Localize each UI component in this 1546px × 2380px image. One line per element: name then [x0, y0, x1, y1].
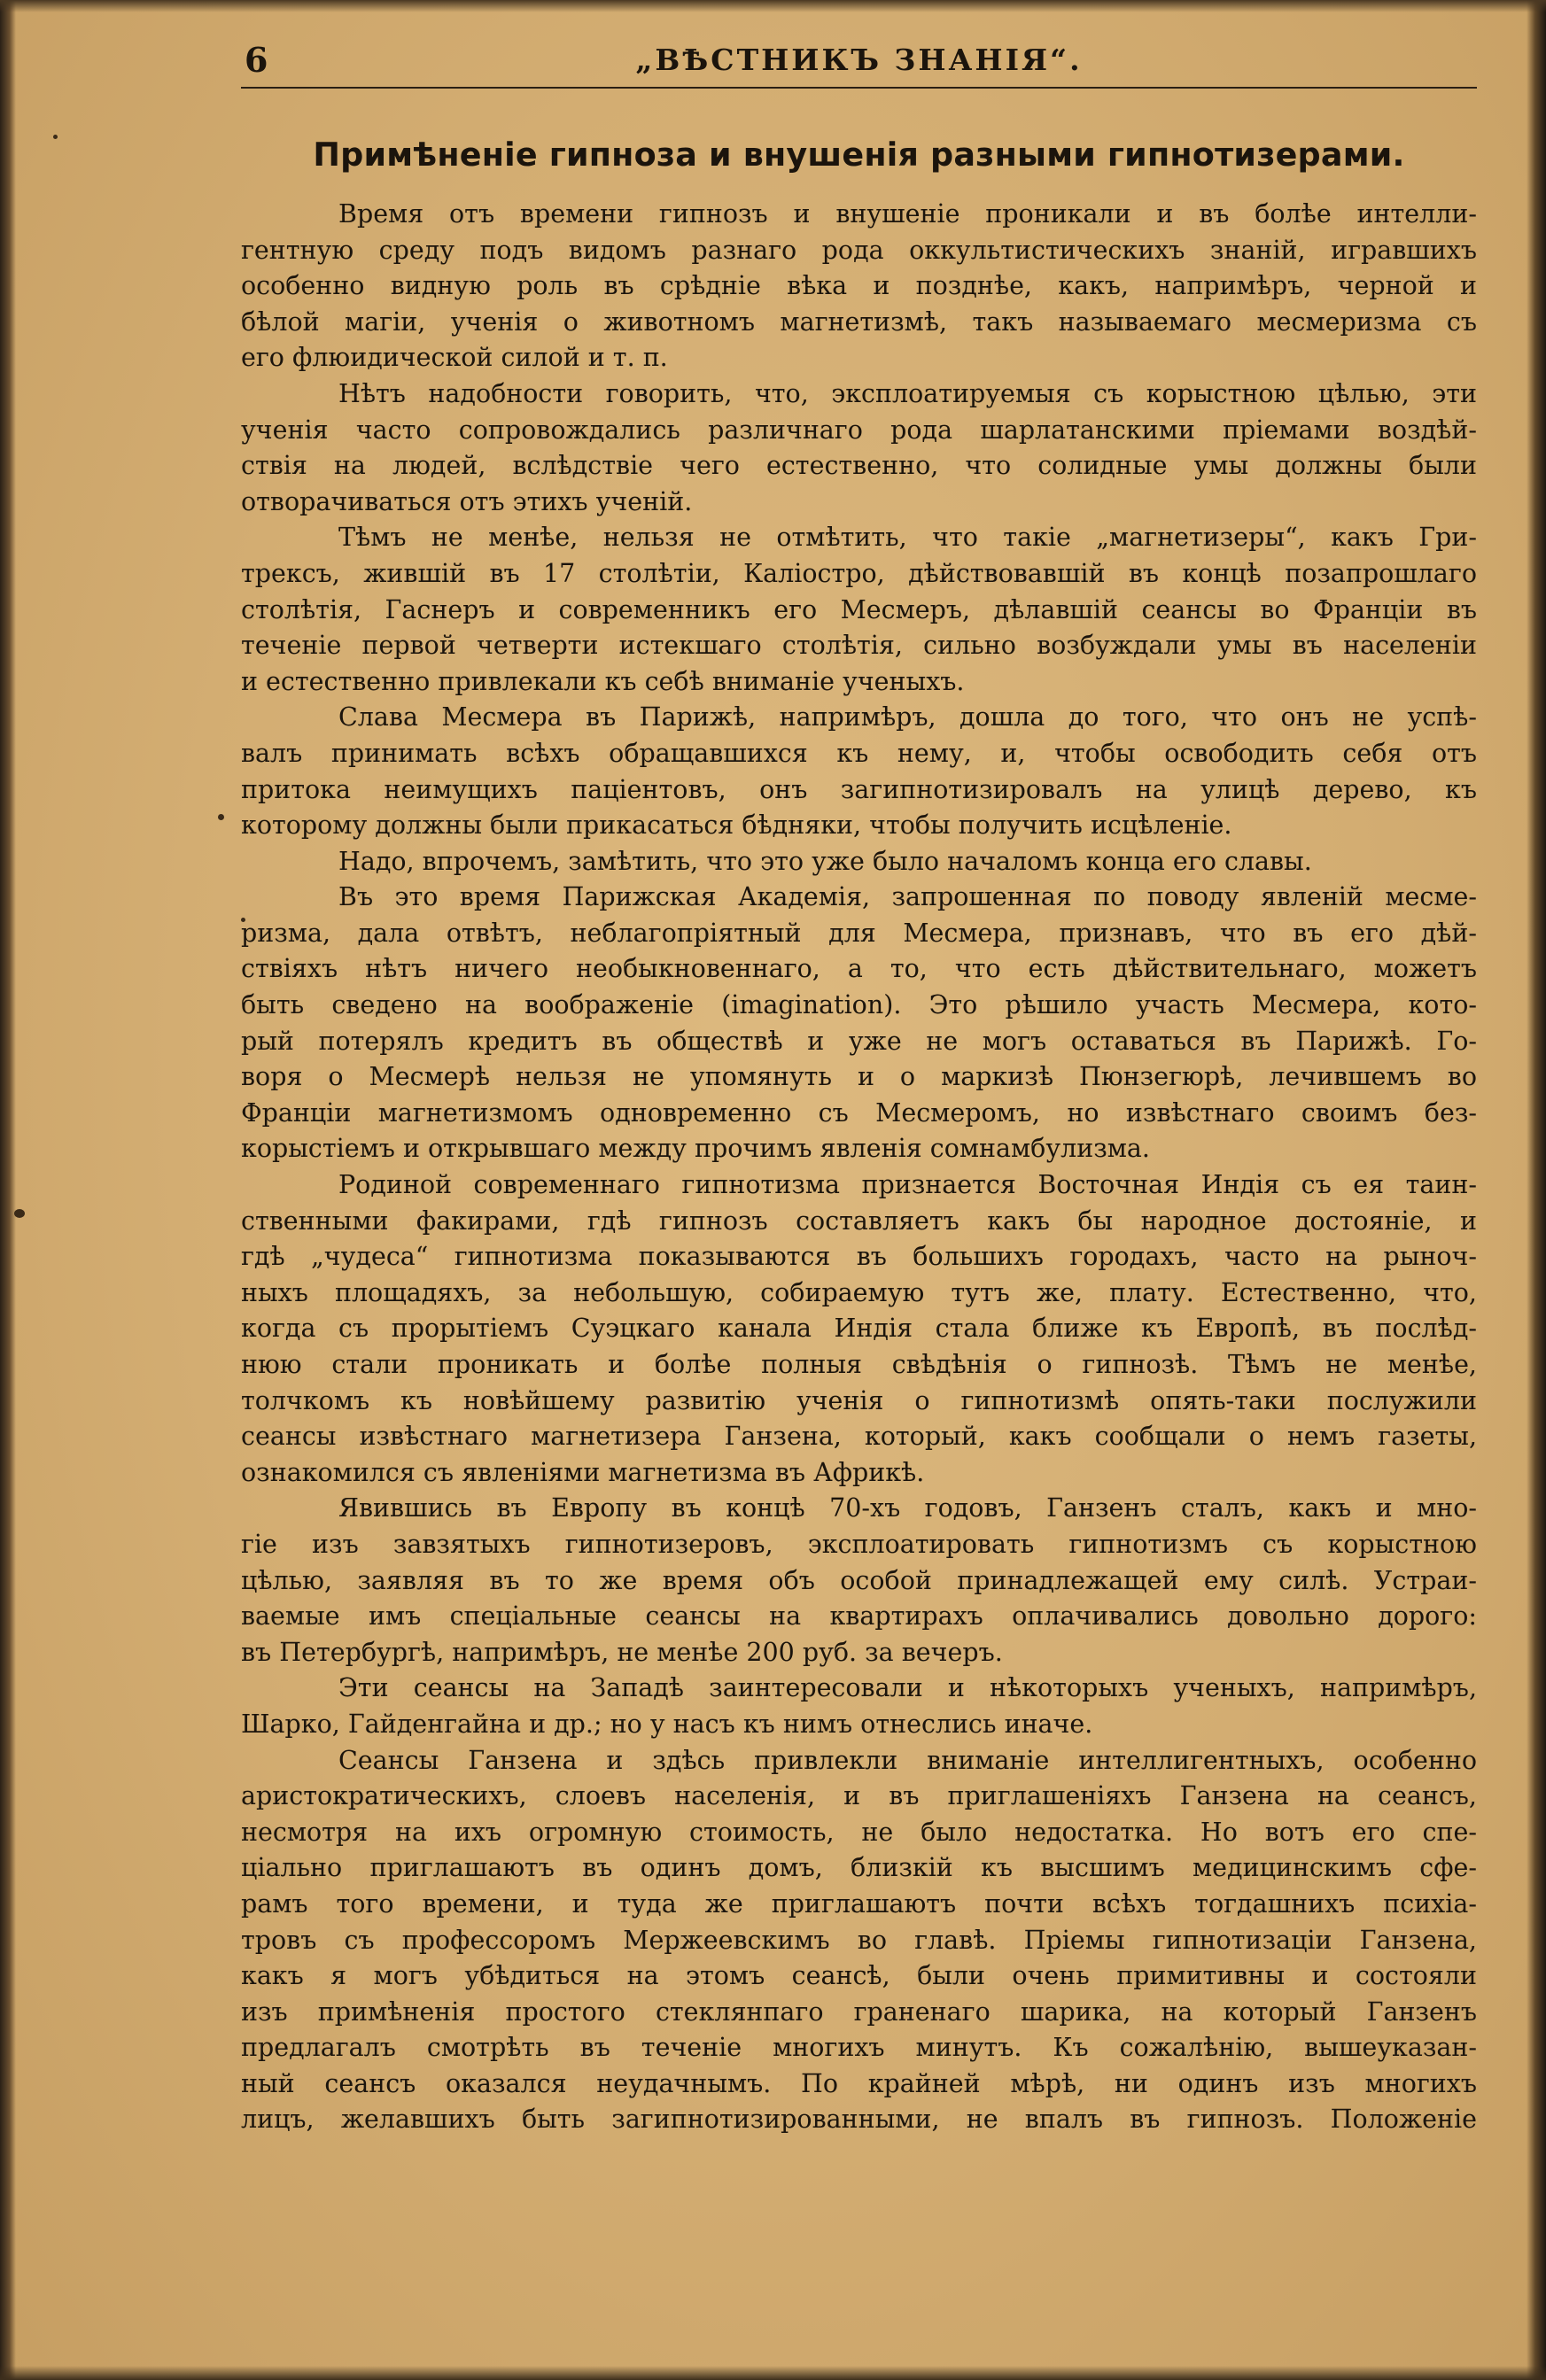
text-line: гдѣ „чудеса“ гипнотизма показываются въ большихъ городахъ, часто на рыноч- — [241, 1242, 1477, 1272]
text-line: ознакомился съ явленіями магнетизма въ Африкѣ. — [241, 1457, 925, 1487]
text-line: цѣлью, заявляя въ то же время объ особой принадлежащей ему силѣ. Устраи- — [241, 1565, 1477, 1595]
text-line: аристократическихъ, слоевъ населенія, и въ приглашеніяхъ Ганзена на сеансъ, — [241, 1781, 1477, 1811]
text-line: ныхъ площадяхъ, за небольшую, собираемую тутъ же, плату. Естественно, что, — [241, 1277, 1477, 1307]
text-line: Эти сеансы на Западѣ заинтересовали и нѣкоторыхъ ученыхъ, напримѣръ, — [338, 1673, 1477, 1703]
text-line: предлагалъ смотрѣть въ теченіе многихъ минутъ. Къ сожалѣнію, вышеуказан- — [241, 2033, 1477, 2063]
ink-speck — [14, 1209, 25, 1218]
text-line: Родиной современнаго гипнотизма признается Восточная Индія съ ея таин- — [338, 1170, 1477, 1200]
page-edge-bottom — [0, 2366, 1546, 2380]
text-line: корыстіемъ и открывшаго между прочимъ явленія сомнамбулизма. — [241, 1134, 1150, 1164]
running-head — [241, 35, 1477, 89]
text-line: воря о Месмерѣ нельзя не упомянуть и о маркизѣ Пюнзегюрѣ, лечившемъ во — [241, 1062, 1477, 1092]
text-line: бѣлой магіи, ученія о животномъ магнетизмѣ, такъ называемаго месмеризма съ — [241, 306, 1477, 337]
text-line: которому должны были прикасаться бѣдняки, чтобы получить исцѣленіе. — [241, 810, 1232, 841]
text-line: гіе изъ завзятыхъ гипнотизеровъ, эксплоатировать гипнотизмъ съ корыстною — [241, 1529, 1477, 1559]
text-line: гентную среду подъ видомъ разнаго рода оккультистическихъ знаній, игравшихъ — [241, 235, 1477, 265]
text-line: когда съ прорытіемъ Суэцкаго канала Индія стала ближе къ Европѣ, въ послѣд- — [241, 1314, 1477, 1344]
text-line: столѣтія, Гаснеръ и современникъ его Месмеръ, дѣлавшій сеансы во Франціи въ — [241, 594, 1477, 624]
text-line: лицъ, желавшихъ быть загипнотизированными, не впалъ въ гипнозъ. Положеніе — [241, 2105, 1477, 2135]
text-line: Нѣтъ надобности говорить, что, эксплоатируемыя съ корыстною цѣлью, эти — [338, 378, 1477, 408]
page-edge-left — [0, 0, 16, 2380]
text-line: Тѣмъ не менѣе, нельзя не отмѣтить, что такіе „магнетизеры“, какъ Гри- — [338, 523, 1477, 553]
text-line: Явившись въ Европу въ концѣ 70-хъ годовъ, Ганзенъ сталъ, какъ и мно- — [338, 1493, 1477, 1523]
text-line: быть сведено на воображеніе (imagination). Это рѣшило участь Месмера, кото- — [241, 990, 1477, 1020]
text-line: рамъ того времени, и туда же приглашаютъ почти всѣхъ тогдашнихъ психіа- — [241, 1888, 1477, 1919]
text-line: въ Петербургѣ, напримѣръ, не менѣе 200 руб. за вечеръ. — [241, 1637, 1003, 1667]
text-line: ризма, дала отвѣтъ, неблагопріятный для Месмера, признавъ, что въ его дѣй- — [241, 918, 1477, 948]
text-line: ный сеансъ оказался неудачнымъ. По крайней мѣрѣ, ни одинъ изъ многихъ — [241, 2068, 1477, 2098]
text-line: Сеансы Ганзена и здѣсь привлекли вниманіе интеллигентныхъ, особенно — [338, 1745, 1477, 1775]
page-edge-right — [1527, 0, 1546, 2380]
text-line: изъ примѣненія простого стеклянпаго граненаго шарика, на который Ганзенъ — [241, 1996, 1477, 2027]
text-line: трексъ, жившій въ 17 столѣтіи, Каліостро, дѣйствовавшій въ концѣ позапрошлаго — [241, 558, 1477, 588]
text-line: ственными факирами, гдѣ гипнозъ составляетъ какъ бы народное достояніе, и — [241, 1206, 1477, 1236]
text-line: какъ я могъ убѣдиться на этомъ сеансѣ, были очень примитивны и состояли — [241, 1961, 1477, 1991]
text-line: его флюидической силой и т. п. — [241, 343, 668, 373]
text-line: ствіяхъ нѣтъ ничего необыкновеннаго, а то, что есть дѣйствительнаго, можетъ — [241, 954, 1477, 984]
text-line: Время отъ времени гипнозъ и внушеніе проникали и въ болѣе интелли- — [338, 199, 1477, 229]
text-line: ціально приглашаютъ въ одинъ домъ, близкій къ высшимъ медицинскимъ сфе- — [241, 1853, 1477, 1883]
text-line: ваемые имъ спеціальные сеансы на квартирахъ оплачивались довольно дорого: — [241, 1601, 1477, 1632]
text-line: сеансы извѣстнаго магнетизера Ганзена, который, какъ сообщали о немъ газеты, — [241, 1422, 1477, 1452]
text-line: толчкомъ къ новѣйшему развитію ученія о гипнотизмѣ опять-таки послужили — [241, 1385, 1477, 1415]
text-line: Франціи магнетизмомъ одновременно съ Месмеромъ, но извѣстнаго своимъ без- — [241, 1097, 1477, 1128]
page-number: 6 — [245, 40, 268, 80]
text-line: отворачиваться отъ этихъ ученій. — [241, 486, 693, 516]
journal-title: „ВѢСТНИКЪ ЗНАНІЯ“. — [635, 43, 1083, 77]
text-line: нюю стали проникать и болѣе полныя свѣдѣнія о гипнозѣ. Тѣмъ не менѣе, — [241, 1350, 1477, 1379]
article-body — [241, 197, 1477, 2138]
text-line: Въ это время Парижская Академія, запрошенная по поводу явленій месме- — [338, 882, 1477, 912]
text-line: Надо, впрочемъ, замѣтить, что это уже было началомъ конца его славы. — [338, 846, 1312, 876]
text-line: рый потерялъ кредитъ въ обществѣ и уже не могъ оставаться въ Парижѣ. Го- — [241, 1026, 1477, 1056]
text-line: ствія на людей, вслѣдствіе чего естественно, что солидные умы должны были — [241, 451, 1477, 481]
text-line: теченіе первой четверти истекшаго столѣтія, сильно возбуждали умы въ населеніи — [241, 631, 1477, 661]
page-edge-top — [0, 0, 1546, 12]
ink-speck — [53, 135, 58, 139]
text-line: притока неимущихъ паціентовъ, онъ загипнотизировалъ на улицѣ дерево, къ — [241, 774, 1477, 804]
text-line: Шарко, Гайденгайна и др.; но у насъ къ нимъ отнеслись иначе. — [241, 1709, 1093, 1739]
text-line: и естественно привлекали къ себѣ вниманіе ученыхъ. — [241, 666, 965, 696]
text-line: несмотря на ихъ огромную стоимость, не было недостатка. Но вотъ его спе- — [241, 1817, 1477, 1847]
text-line: особенно видную роль въ срѣдніе вѣка и позднѣе, какъ, напримѣръ, черной и — [241, 271, 1477, 301]
text-line: ученія часто сопровождались различнаго рода шарлатанскими пріемами воздѣй- — [241, 415, 1477, 445]
text-line: Слава Месмера въ Парижѣ, напримѣръ, дошла до того, что онъ не успѣ- — [338, 702, 1477, 733]
text-line: тровъ съ профессоромъ Мержеевскимъ во главѣ. Пріемы гипнотизаціи Ганзена, — [241, 1925, 1477, 1955]
ink-speck — [218, 814, 224, 820]
text-line: валъ принимать всѣхъ обращавшихся къ нему, и, чтобы освободить себя отъ — [241, 738, 1477, 768]
article-title: Примѣненіе гипноза и внушенія разными гипнотизерами. — [313, 136, 1405, 174]
